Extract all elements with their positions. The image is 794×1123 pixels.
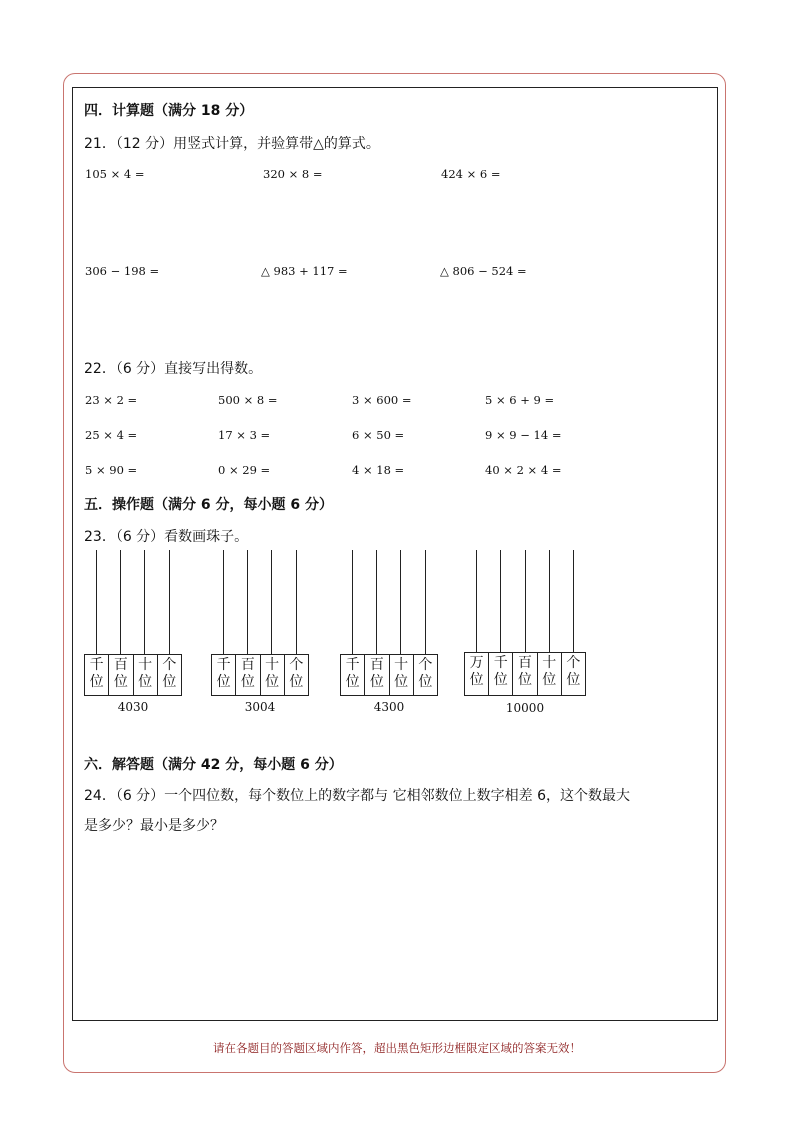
q21-expression-6: △ 806 − 524 = — [440, 264, 527, 278]
place-value-box — [84, 654, 182, 696]
abacus-rod — [120, 550, 121, 654]
place-cell-thousands: 千 位 — [212, 655, 236, 695]
section-4-heading: 四．计算题（满分 18 分） — [84, 103, 254, 119]
q22-expression-7: 6 × 50 = — [352, 428, 405, 442]
abacus-rod — [476, 550, 477, 652]
abacus-rod — [500, 550, 501, 654]
abacus-rod — [169, 550, 170, 654]
abacus-rod — [376, 550, 377, 654]
q22-expression-12: 40 × 2 × 4 = — [485, 463, 562, 477]
q22-expression-1: 23 × 2 = — [85, 393, 138, 407]
place-cell-thousands: 千 位 — [489, 653, 513, 695]
abacus-4 — [464, 550, 586, 720]
place-cell-ones: 个 位 — [162, 657, 177, 690]
abacus-rod — [425, 550, 426, 654]
abacus-1 — [84, 550, 182, 720]
question-24-line-1: 24．（6 分）一个四位数，每个数位上的数字都与 它相邻数位上数字相差 6，这个数最大 — [84, 788, 630, 804]
abacus-number: 4030 — [117, 700, 149, 714]
place-value-box — [340, 654, 438, 696]
abacus-rod — [96, 550, 97, 654]
abacus-rod — [400, 550, 401, 654]
section-6-heading: 六．解答题（满分 42 分，每小题 6 分） — [84, 757, 343, 773]
abacus-rod — [296, 550, 297, 654]
place-cell-tens: 十 位 — [538, 653, 562, 695]
q22-expression-5: 25 × 4 = — [85, 428, 138, 442]
q21-expression-5: △ 983 + 117 = — [261, 264, 348, 278]
place-cell-tens: 十 位 — [261, 655, 285, 695]
abacus-number: 4300 — [373, 700, 405, 714]
place-cell-thousands: 千 位 — [85, 655, 109, 695]
q22-expression-2: 500 × 8 = — [218, 393, 278, 407]
place-cell-tens: 十 位 — [390, 655, 414, 695]
place-cell-hundreds: 百 位 — [513, 653, 537, 695]
q21-expression-2: 320 × 8 = — [263, 167, 323, 181]
abacus-rod — [144, 550, 145, 654]
abacus-number: 3004 — [244, 700, 276, 714]
abacus-rod — [352, 550, 353, 654]
q22-expression-11: 4 × 18 = — [352, 463, 405, 477]
q21-expression-1: 105 × 4 = — [85, 167, 145, 181]
place-value-box — [464, 652, 586, 696]
q22-expression-9: 5 × 90 = — [85, 463, 138, 477]
abacus-number: 10000 — [505, 701, 545, 715]
place-cell-hundreds: 百 位 — [236, 655, 260, 695]
question-23-title: 23．（6 分）看数画珠子。 — [84, 529, 249, 545]
abacus-rod — [223, 550, 224, 654]
section-5-heading: 五．操作题（满分 6 分，每小题 6 分） — [84, 497, 333, 513]
abacus-2 — [211, 550, 309, 720]
q22-expression-8: 9 × 9 − 14 = — [485, 428, 562, 442]
q22-expression-4: 5 × 6 + 9 = — [485, 393, 555, 407]
place-cell-hundreds: 百 位 — [109, 655, 133, 695]
question-21-title: 21．（12 分）用竖式计算，并验算带△的算式。 — [84, 136, 380, 152]
abacus-3 — [340, 550, 438, 720]
abacus-rod — [247, 550, 248, 654]
place-cell-ones: 个 位 — [418, 657, 433, 690]
place-cell-ones: 个 位 — [566, 655, 581, 688]
place-cell-ten-thousands: 万 位 — [465, 653, 489, 695]
q22-expression-10: 0 × 29 = — [218, 463, 271, 477]
abacus-rod — [271, 550, 272, 654]
abacus-rod — [525, 550, 526, 654]
q22-expression-6: 17 × 3 = — [218, 428, 271, 442]
place-value-box — [211, 654, 309, 696]
q21-expression-3: 424 × 6 = — [441, 167, 501, 181]
question-24-line-2: 是多少？最小是多少？ — [84, 818, 224, 834]
q21-expression-4: 306 − 198 = — [85, 264, 160, 278]
place-cell-thousands: 千 位 — [341, 655, 365, 695]
question-22-title: 22．（6 分）直接写出得数。 — [84, 361, 263, 377]
footer-warning: 请在各题目的答题区域内作答，超出黑色矩形边框限定区域的答案无效！ — [213, 1041, 581, 1055]
place-cell-tens: 十 位 — [134, 655, 158, 695]
place-cell-hundreds: 百 位 — [365, 655, 389, 695]
q22-expression-3: 3 × 600 = — [352, 393, 412, 407]
abacus-rod — [573, 550, 574, 654]
abacus-rod — [549, 550, 550, 654]
place-cell-ones: 个 位 — [289, 657, 304, 690]
